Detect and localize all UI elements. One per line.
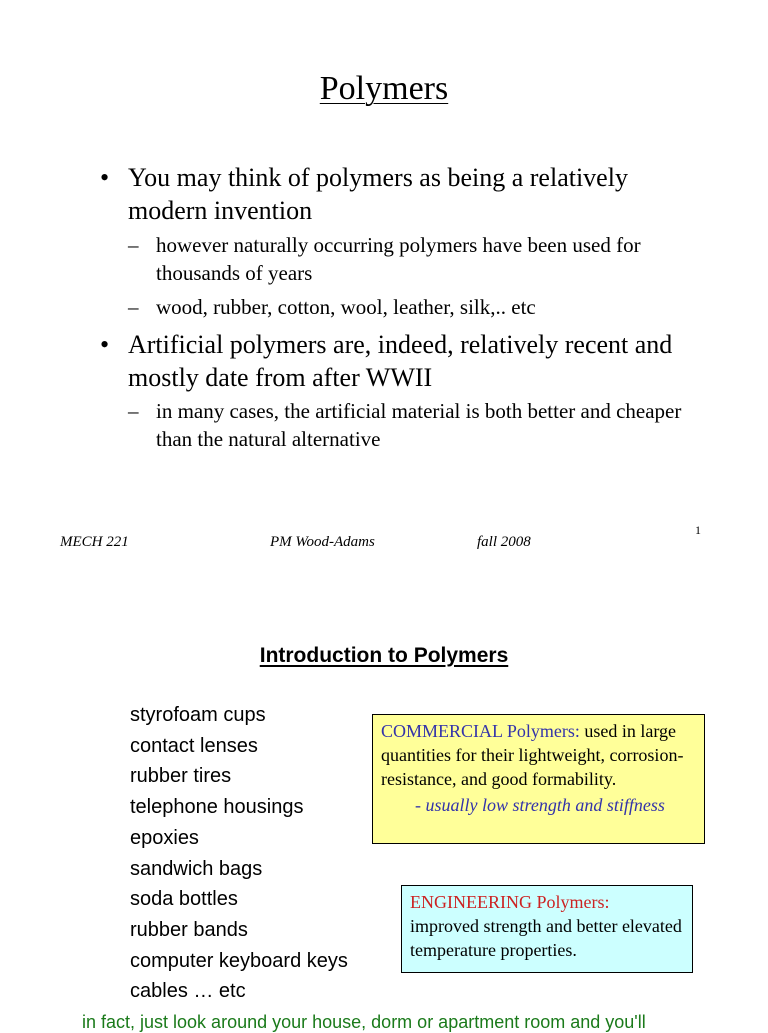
sub-bullet-text: however naturally occurring polymers have been used for thousands of years xyxy=(156,233,641,285)
list-item: cables … etc xyxy=(130,980,246,1003)
bottom-note: in fact, just look around your house, dorm or apartment room and you'll xyxy=(82,1012,646,1032)
list-item: computer keyboard keys xyxy=(130,949,348,972)
list-item: rubber bands xyxy=(130,918,248,941)
bullet-mark: • xyxy=(100,163,110,192)
commercial-note: - usually low strength and stiffness xyxy=(415,795,665,815)
list-item: telephone housings xyxy=(130,796,304,819)
list-item: styrofoam cups xyxy=(130,704,266,726)
engineering-heading: ENGINEERING Polymers: xyxy=(410,892,610,912)
list-item: rubber tires xyxy=(130,765,232,788)
slide-title: Polymers xyxy=(319,70,449,107)
bullet-text: Artificial polymers are, indeed, relatively recent and mostly date from after WWII xyxy=(128,330,673,392)
list-item: epoxies xyxy=(130,826,199,849)
sub-bullet-item xyxy=(128,293,688,321)
bullet-item xyxy=(100,161,680,227)
sub-bullet-text: in many cases, the artificial material is both better and cheaper than the natural alternative xyxy=(156,399,682,451)
footer-term: fall 2008 xyxy=(477,534,531,550)
sub-bullet-item xyxy=(128,397,688,453)
page-number: 1 xyxy=(695,523,701,537)
dash-mark: – xyxy=(128,399,139,423)
bullet-text: You may think of polymers as being a relatively modern invention xyxy=(128,163,628,225)
sub-bullet-item xyxy=(128,231,688,287)
footer-author: PM Wood-Adams xyxy=(270,534,375,550)
bullet-item xyxy=(100,328,680,394)
commercial-heading: COMMERCIAL Polymers: xyxy=(381,721,580,741)
list-item: soda bottles xyxy=(130,888,238,911)
commercial-polymers-box xyxy=(372,714,705,844)
examples-list xyxy=(130,700,348,1007)
engineering-polymers-box xyxy=(401,885,693,973)
section-title: Introduction to Polymers xyxy=(259,644,509,667)
list-item: sandwich bags xyxy=(130,857,263,880)
commercial-body: used in large quantities for their lightweight, corrosion-resistance, and good formability. xyxy=(381,721,684,789)
bullet-mark: • xyxy=(100,330,110,359)
dash-mark: – xyxy=(128,233,139,257)
footer-course: MECH 221 xyxy=(60,534,129,550)
list-item: contact lenses xyxy=(130,734,258,757)
dash-mark: – xyxy=(128,295,139,319)
engineering-body: improved strength and better elevated temperature properties. xyxy=(410,916,682,960)
sub-bullet-text: wood, rubber, cotton, wool, leather, silk,.. etc xyxy=(156,295,536,319)
